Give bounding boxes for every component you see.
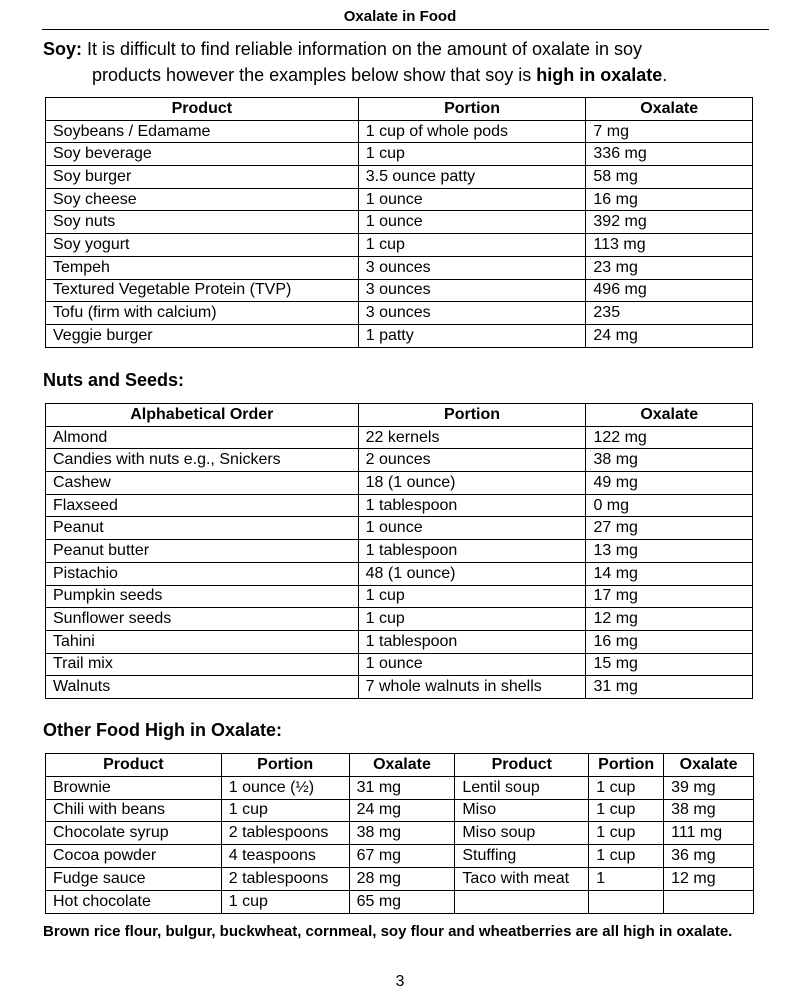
- table-cell: 24 mg: [349, 799, 455, 822]
- table-cell: 49 mg: [586, 472, 753, 495]
- table-cell: [589, 890, 664, 913]
- table-cell: Soybeans / Edamame: [46, 120, 359, 143]
- table-cell: 235: [586, 302, 753, 325]
- soy-intro: [43, 36, 763, 88]
- table-cell: Textured Vegetable Protein (TVP): [46, 279, 359, 302]
- table-cell: Almond: [46, 426, 359, 449]
- table-cell: 15 mg: [586, 653, 753, 676]
- table-cell: [664, 890, 754, 913]
- table-row: [46, 676, 753, 699]
- column-header: Oxalate: [664, 754, 754, 777]
- table-row: [46, 585, 753, 608]
- table-cell: Pumpkin seeds: [46, 585, 359, 608]
- table-cell: Soy cheese: [46, 188, 359, 211]
- table-cell: Peanut: [46, 517, 359, 540]
- table-cell: 1 cup: [358, 143, 586, 166]
- table-row: [46, 867, 754, 890]
- table-row: [46, 890, 754, 913]
- table-row: [46, 211, 753, 234]
- table-cell: 122 mg: [586, 426, 753, 449]
- table-cell: Soy yogurt: [46, 234, 359, 257]
- table-cell: Fudge sauce: [46, 867, 222, 890]
- table-row: [46, 845, 754, 868]
- table-cell: Peanut butter: [46, 540, 359, 563]
- column-header: Oxalate: [586, 404, 753, 427]
- table-cell: 48 (1 ounce): [358, 562, 586, 585]
- table-cell: Soy burger: [46, 166, 359, 189]
- table-row: [46, 776, 754, 799]
- table-cell: 3.5 ounce patty: [358, 166, 586, 189]
- column-header: Oxalate: [349, 754, 455, 777]
- column-header: Portion: [358, 404, 586, 427]
- table-cell: 13 mg: [586, 540, 753, 563]
- column-header: Product: [46, 98, 359, 121]
- table-row: [46, 540, 753, 563]
- table-cell: 1 cup: [221, 799, 349, 822]
- soy-intro-line-2: [43, 62, 763, 88]
- table-cell: Taco with meat: [455, 867, 589, 890]
- table-row: [46, 279, 753, 302]
- page-number: 3: [395, 973, 405, 990]
- table-cell: 1 ounce: [358, 517, 586, 540]
- table-row: [46, 324, 753, 347]
- table-cell: 38 mg: [664, 799, 754, 822]
- table-cell: 1 patty: [358, 324, 586, 347]
- page-title: Oxalate in Food: [343, 8, 457, 25]
- column-header: Alphabetical Order: [46, 404, 359, 427]
- table-row: [46, 653, 753, 676]
- soy-emphasis: high in oxalate: [536, 65, 663, 85]
- table-cell: 496 mg: [586, 279, 753, 302]
- nuts-heading: Nuts and Seeds:: [43, 370, 185, 390]
- table-cell: Cashew: [46, 472, 359, 495]
- table-cell: Miso soup: [455, 822, 589, 845]
- table-cell: 12 mg: [586, 608, 753, 631]
- table-row: [46, 608, 753, 631]
- table-cell: 3 ounces: [358, 256, 586, 279]
- table-cell: 38 mg: [349, 822, 455, 845]
- other-heading: Other Food High in Oxalate:: [43, 720, 283, 740]
- table-cell: 24 mg: [586, 324, 753, 347]
- nuts-table: [45, 403, 753, 699]
- table-cell: 1: [589, 867, 664, 890]
- table-cell: Walnuts: [46, 676, 359, 699]
- table-cell: 7 mg: [586, 120, 753, 143]
- table-cell: 28 mg: [349, 867, 455, 890]
- table-cell: Brownie: [46, 776, 222, 799]
- table-cell: 58 mg: [586, 166, 753, 189]
- column-header: Portion: [221, 754, 349, 777]
- table-cell: 16 mg: [586, 630, 753, 653]
- table-cell: 16 mg: [586, 188, 753, 211]
- footnote: Brown rice flour, bulgur, buckwheat, cornmeal, soy flour and wheatberries are all high in oxalate.: [43, 923, 733, 940]
- table-cell: [455, 890, 589, 913]
- table-cell: 18 (1 ounce): [358, 472, 586, 495]
- table-cell: Hot chocolate: [46, 890, 222, 913]
- table-row: [46, 302, 753, 325]
- table-cell: 3 ounces: [358, 302, 586, 325]
- column-header: Product: [46, 754, 222, 777]
- table-cell: 1 cup of whole pods: [358, 120, 586, 143]
- column-header: Product: [455, 754, 589, 777]
- table-cell: 31 mg: [349, 776, 455, 799]
- table-cell: 67 mg: [349, 845, 455, 868]
- table-cell: 3 ounces: [358, 279, 586, 302]
- table-cell: 1 ounce (½): [221, 776, 349, 799]
- table-cell: Miso: [455, 799, 589, 822]
- other-table: [45, 753, 754, 914]
- soy-table: [45, 97, 753, 348]
- table-cell: 1 cup: [589, 799, 664, 822]
- table-row: [46, 517, 753, 540]
- soy-intro-end: .: [662, 65, 668, 85]
- table-cell: Tempeh: [46, 256, 359, 279]
- table-cell: 1 ounce: [358, 211, 586, 234]
- table-cell: 7 whole walnuts in shells: [358, 676, 586, 699]
- table-cell: 1 tablespoon: [358, 494, 586, 517]
- soy-intro-line-1: [43, 36, 763, 62]
- table-cell: 392 mg: [586, 211, 753, 234]
- table-row: [46, 472, 753, 495]
- table-cell: Stuffing: [455, 845, 589, 868]
- table-cell: 336 mg: [586, 143, 753, 166]
- soy-intro-text-2: products however the examples below show that soy is: [92, 65, 537, 85]
- table-cell: 1 cup: [358, 585, 586, 608]
- table-cell: 1 cup: [589, 822, 664, 845]
- table-cell: Veggie burger: [46, 324, 359, 347]
- table-cell: Soy nuts: [46, 211, 359, 234]
- header-divider: [42, 29, 769, 30]
- table-cell: Pistachio: [46, 562, 359, 585]
- table-cell: 22 kernels: [358, 426, 586, 449]
- table-row: [46, 799, 754, 822]
- soy-label: Soy:: [43, 39, 83, 59]
- table-cell: 23 mg: [586, 256, 753, 279]
- table-row: [46, 426, 753, 449]
- table-cell: 2 ounces: [358, 449, 586, 472]
- table-cell: 1 cup: [589, 845, 664, 868]
- table-row: [46, 822, 754, 845]
- column-header: Portion: [589, 754, 664, 777]
- table-row: [46, 188, 753, 211]
- table-cell: Cocoa powder: [46, 845, 222, 868]
- table-header-row: [46, 404, 753, 427]
- soy-intro-text-1: It is difficult to find reliable information on the amount of oxalate in soy: [87, 39, 643, 59]
- table-cell: Lentil soup: [455, 776, 589, 799]
- column-header: Portion: [358, 98, 586, 121]
- table-cell: 12 mg: [664, 867, 754, 890]
- table-cell: 17 mg: [586, 585, 753, 608]
- table-cell: Trail mix: [46, 653, 359, 676]
- table-cell: 113 mg: [586, 234, 753, 257]
- table-cell: 1 cup: [221, 890, 349, 913]
- table-cell: Tahini: [46, 630, 359, 653]
- table-cell: 4 teaspoons: [221, 845, 349, 868]
- table-cell: Flaxseed: [46, 494, 359, 517]
- table-row: [46, 494, 753, 517]
- table-cell: 2 tablespoons: [221, 867, 349, 890]
- table-cell: 31 mg: [586, 676, 753, 699]
- table-cell: Tofu (firm with calcium): [46, 302, 359, 325]
- table-cell: 65 mg: [349, 890, 455, 913]
- table-row: [46, 143, 753, 166]
- table-cell: Candies with nuts e.g., Snickers: [46, 449, 359, 472]
- table-row: [46, 166, 753, 189]
- table-row: [46, 120, 753, 143]
- table-row: [46, 630, 753, 653]
- table-cell: Chocolate syrup: [46, 822, 222, 845]
- table-cell: 1 cup: [589, 776, 664, 799]
- table-cell: 36 mg: [664, 845, 754, 868]
- table-cell: 1 ounce: [358, 653, 586, 676]
- table-cell: 0 mg: [586, 494, 753, 517]
- table-cell: Sunflower seeds: [46, 608, 359, 631]
- table-cell: 1 ounce: [358, 188, 586, 211]
- table-header-row: [46, 754, 754, 777]
- table-cell: 2 tablespoons: [221, 822, 349, 845]
- column-header: Oxalate: [586, 98, 753, 121]
- table-row: [46, 256, 753, 279]
- table-cell: 14 mg: [586, 562, 753, 585]
- table-cell: 1 tablespoon: [358, 630, 586, 653]
- table-header-row: [46, 98, 753, 121]
- table-cell: 1 tablespoon: [358, 540, 586, 563]
- table-cell: 111 mg: [664, 822, 754, 845]
- table-cell: 1 cup: [358, 608, 586, 631]
- table-row: [46, 234, 753, 257]
- table-cell: Chili with beans: [46, 799, 222, 822]
- table-cell: 1 cup: [358, 234, 586, 257]
- table-row: [46, 449, 753, 472]
- table-cell: Soy beverage: [46, 143, 359, 166]
- table-row: [46, 562, 753, 585]
- table-cell: 27 mg: [586, 517, 753, 540]
- table-cell: 39 mg: [664, 776, 754, 799]
- table-cell: 38 mg: [586, 449, 753, 472]
